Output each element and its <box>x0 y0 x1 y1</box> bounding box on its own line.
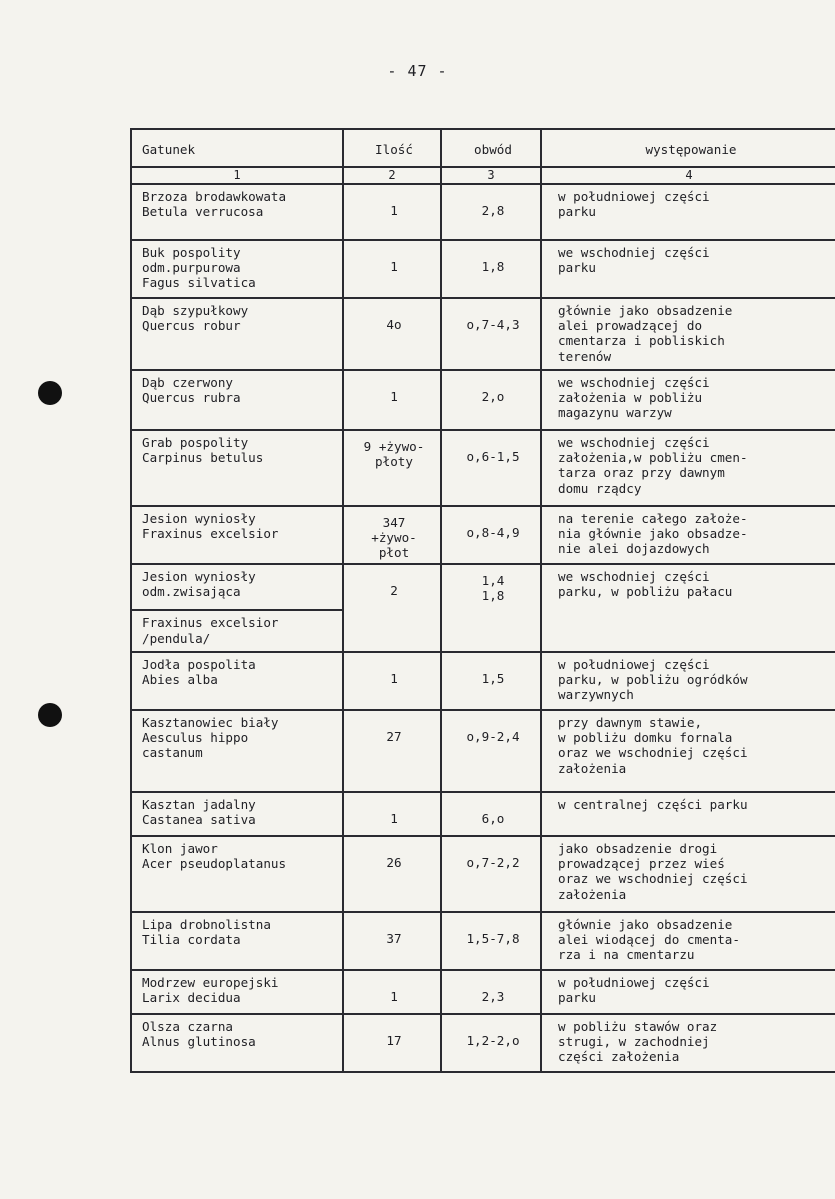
species-cell-line: Tilia cordata <box>142 932 241 948</box>
table-row <box>131 564 835 652</box>
occurrence-cell <box>541 792 835 836</box>
circumference-cell <box>441 370 541 430</box>
quantity-cell-line: 1 <box>390 810 398 826</box>
circumference-cell-line: o,7-2,2 <box>466 854 520 870</box>
circumference-cell <box>441 710 541 792</box>
occurrence-cell-line: parku <box>558 203 596 219</box>
quantity-cell-line: 1 <box>390 202 398 218</box>
species-cell <box>131 836 343 912</box>
circumference-cell <box>441 506 541 564</box>
occurrence-cell <box>541 564 835 652</box>
circumference-cell <box>441 912 541 970</box>
species-cell-line: Fraxinus excelsior <box>142 525 279 541</box>
occurrence-cell <box>541 710 835 792</box>
quantity-cell <box>343 370 441 430</box>
species-cell-line: odm.purpurowa <box>142 259 241 275</box>
occurrence-cell-line: założenia <box>558 760 627 776</box>
header-species: Gatunek <box>131 129 343 167</box>
species-cell <box>131 710 343 792</box>
table-row <box>131 710 835 792</box>
occurrence-cell <box>541 1014 835 1072</box>
species-cell <box>131 370 343 430</box>
circumference-cell-line: 1,8 <box>481 258 505 274</box>
quantity-cell <box>343 1014 441 1072</box>
species-cell-line: Jodła pospolita <box>142 656 256 672</box>
occurrence-cell-line: nia głównie jako obsadze- <box>558 525 748 541</box>
quantity-cell <box>343 564 441 652</box>
circumference-cell-line: o,9-2,4 <box>466 728 520 744</box>
occurrence-cell-line: części założenia <box>558 1049 680 1065</box>
species-cell-line: Castanea sativa <box>142 812 256 828</box>
circumference-cell-line: 6,o <box>481 810 505 826</box>
quantity-cell-line: 2 <box>390 582 398 598</box>
species-cell-line: odm.zwisająca <box>142 584 241 600</box>
column-number: 4 <box>541 167 835 184</box>
occurrence-cell-line: prowadzącej przez wieś <box>558 856 725 872</box>
species-cell-line: Jesion wyniosły <box>142 568 256 584</box>
occurrence-cell-line: we wschodniej części <box>558 434 710 450</box>
quantity-cell <box>343 652 441 710</box>
species-cell-line: Acer pseudoplatanus <box>142 856 287 872</box>
species-cell-line: Quercus robur <box>142 317 241 333</box>
quantity-cell-line: 347 <box>382 514 406 530</box>
table-row <box>131 792 835 836</box>
circumference-cell-line: o,6-1,5 <box>466 448 520 464</box>
occurrence-cell-line: warzywnych <box>558 687 634 703</box>
quantity-cell-line: płot <box>378 545 410 561</box>
quantity-cell <box>343 184 441 240</box>
species-extra-line: /pendula/ <box>142 630 211 646</box>
table-row <box>131 240 835 298</box>
table-row <box>131 370 835 430</box>
circumference-cell-line: o,7-4,3 <box>466 316 520 332</box>
occurrence-cell-line: we wschodniej części <box>558 244 710 260</box>
quantity-cell-line: 9 +żywo- <box>363 438 425 454</box>
circumference-cell <box>441 430 541 506</box>
occurrence-cell <box>541 370 835 430</box>
species-cell-line: castanum <box>142 745 203 761</box>
species-cell-line: Larix decidua <box>142 990 241 1006</box>
occurrence-cell-line: w pobliżu domku fornala <box>558 730 733 746</box>
occurrence-cell-line: jako obsadzenie drogi <box>558 840 718 856</box>
species-cell-line: Quercus rubra <box>142 389 241 405</box>
species-cell <box>131 506 343 564</box>
circumference-cell <box>441 240 541 298</box>
circumference-cell-line: 1,8 <box>481 588 505 604</box>
occurrence-cell-line: rza i na cmentarzu <box>558 947 695 963</box>
quantity-cell <box>343 792 441 836</box>
occurrence-cell <box>541 430 835 506</box>
column-number: 2 <box>343 167 441 184</box>
quantity-cell <box>343 298 441 370</box>
quantity-cell <box>343 970 441 1014</box>
circumference-cell <box>441 1014 541 1072</box>
occurrence-cell-line: nie alei dojazdowych <box>558 541 710 557</box>
species-cell-line: Carpinus betulus <box>142 449 264 465</box>
header-occurrence: występowanie <box>541 129 835 167</box>
circumference-cell <box>441 298 541 370</box>
column-number: 3 <box>441 167 541 184</box>
circumference-cell <box>441 836 541 912</box>
occurrence-cell-line: na terenie całego założe- <box>558 510 748 526</box>
quantity-cell-line: 4o <box>386 316 402 332</box>
quantity-cell <box>343 240 441 298</box>
circumference-cell-line: 2,8 <box>481 202 505 218</box>
species-cell <box>131 792 343 836</box>
occurrence-cell-line: w południowej części <box>558 188 710 204</box>
quantity-cell-line: 17 <box>386 1032 402 1048</box>
occurrence-cell-line: magazynu warzyw <box>558 405 672 421</box>
species-cell <box>131 652 343 710</box>
species-table-container <box>130 128 835 1073</box>
column-number-row <box>131 167 835 184</box>
quantity-cell <box>343 430 441 506</box>
species-cell-line: Brzoza brodawkowata <box>142 188 287 204</box>
circumference-cell <box>441 652 541 710</box>
quantity-cell <box>343 912 441 970</box>
circumference-cell-line: o,8-4,9 <box>466 524 520 540</box>
species-cell-line: Jesion wyniosły <box>142 510 256 526</box>
table-row <box>131 912 835 970</box>
species-cell-line: Fagus silvatica <box>142 275 256 291</box>
table-row <box>131 836 835 912</box>
table-row <box>131 652 835 710</box>
quantity-cell-line: 27 <box>386 728 402 744</box>
occurrence-cell-line: założenia <box>558 886 627 902</box>
occurrence-cell-line: założenia w pobliżu <box>558 389 703 405</box>
header-quantity: Ilość <box>343 129 441 167</box>
occurrence-cell-line: cmentarza i pobliskich <box>558 333 725 349</box>
occurrence-cell-line: w pobliżu stawów oraz <box>558 1018 718 1034</box>
occurrence-cell-line: głównie jako obsadzenie <box>558 302 733 318</box>
species-cell <box>131 184 343 240</box>
species-cell-line: Betula verrucosa <box>142 203 264 219</box>
punch-hole-lower <box>38 703 62 727</box>
occurrence-cell-line: terenów <box>558 348 612 364</box>
occurrence-cell-line: oraz we wschodniej części <box>558 871 748 887</box>
occurrence-cell-line: oraz we wschodniej części <box>558 745 748 761</box>
occurrence-cell-line: parku <box>558 259 596 275</box>
occurrence-cell <box>541 652 835 710</box>
species-cell-line: Lipa drobnolistna <box>142 916 271 932</box>
quantity-cell-line: płoty <box>375 453 413 469</box>
circumference-cell <box>441 792 541 836</box>
species-cell-line: Grab pospolity <box>142 434 249 450</box>
occurrence-cell-line: alei prowadzącej do <box>558 317 703 333</box>
table-row <box>131 298 835 370</box>
table-row <box>131 1014 835 1072</box>
occurrence-cell <box>541 184 835 240</box>
quantity-cell-line: +żywo- <box>371 529 417 545</box>
circumference-cell <box>441 970 541 1014</box>
table-body <box>131 184 835 1072</box>
occurrence-cell-line: alei wiodącej do cmenta- <box>558 932 740 948</box>
occurrence-cell <box>541 240 835 298</box>
occurrence-cell-line: w centralnej części parku <box>558 796 748 812</box>
species-cell-line: Klon jawor <box>142 840 218 856</box>
occurrence-cell-line: w południowej części <box>558 656 710 672</box>
species-cell <box>131 1014 343 1072</box>
species-cell-line: Dąb szypułkowy <box>142 302 249 318</box>
column-number: 1 <box>131 167 343 184</box>
occurrence-cell-line: tarza oraz przy dawnym <box>558 465 725 481</box>
circumference-cell-line: 1,2-2,o <box>466 1032 520 1048</box>
occurrence-cell-line: przy dawnym stawie, <box>558 714 703 730</box>
occurrence-cell <box>541 506 835 564</box>
circumference-cell-line: 1,4 <box>481 572 505 588</box>
species-cell-line: Modrzew europejski <box>142 974 279 990</box>
occurrence-cell <box>541 298 835 370</box>
occurrence-cell-line: we wschodniej części <box>558 568 710 584</box>
table-row <box>131 970 835 1014</box>
quantity-cell-line: 37 <box>386 930 402 946</box>
species-cell <box>131 970 343 1014</box>
circumference-cell-line: 1,5 <box>481 670 505 686</box>
species-cell <box>131 430 343 506</box>
circumference-cell-line: 2,o <box>481 388 505 404</box>
occurrence-cell <box>541 970 835 1014</box>
species-extra-line: Fraxinus excelsior <box>142 615 279 631</box>
quantity-cell <box>343 506 441 564</box>
occurrence-cell-line: parku, w pobliżu pałacu <box>558 584 733 600</box>
quantity-cell-line: 26 <box>386 854 402 870</box>
species-cell <box>131 912 343 970</box>
quantity-cell-line: 1 <box>390 388 398 404</box>
circumference-cell <box>441 184 541 240</box>
circumference-cell-line: 1,5-7,8 <box>466 930 520 946</box>
species-cell-line: Olsza czarna <box>142 1018 233 1034</box>
quantity-cell-line: 1 <box>390 258 398 274</box>
species-cell-line: Kasztan jadalny <box>142 796 256 812</box>
quantity-cell-line: 1 <box>390 988 398 1004</box>
table-row <box>131 430 835 506</box>
table-row <box>131 506 835 564</box>
species-cell-line: Dąb czerwony <box>142 374 233 390</box>
table-row <box>131 184 835 240</box>
species-cell <box>131 240 343 298</box>
species-cell <box>131 564 343 652</box>
occurrence-cell-line: strugi, w zachodniej <box>558 1034 710 1050</box>
quantity-cell-line: 1 <box>390 670 398 686</box>
occurrence-cell-line: domu rządcy <box>558 480 642 496</box>
table-header-row <box>131 129 835 167</box>
circumference-cell-line: 2,3 <box>481 988 505 1004</box>
header-circumference: obwód <box>441 129 541 167</box>
occurrence-cell-line: założenia,w pobliżu cmen- <box>558 449 748 465</box>
occurrence-cell <box>541 836 835 912</box>
species-extra <box>132 609 342 646</box>
quantity-cell <box>343 710 441 792</box>
occurrence-cell-line: parku <box>558 990 596 1006</box>
species-cell-line: Alnus glutinosa <box>142 1034 256 1050</box>
circumference-cell <box>441 564 541 652</box>
occurrence-cell-line: w południowej części <box>558 974 710 990</box>
occurrence-cell-line: we wschodniej części <box>558 374 710 390</box>
quantity-cell <box>343 836 441 912</box>
species-cell <box>131 298 343 370</box>
punch-hole-upper <box>38 381 62 405</box>
occurrence-cell-line: parku, w pobliżu ogródków <box>558 672 748 688</box>
species-cell-line: Abies alba <box>142 672 218 688</box>
species-cell-line: Aesculus hippo <box>142 730 249 746</box>
occurrence-cell <box>541 912 835 970</box>
page-number: - 47 - <box>387 62 448 80</box>
occurrence-cell-line: głównie jako obsadzenie <box>558 916 733 932</box>
species-table <box>130 128 835 1073</box>
species-cell-line: Buk pospolity <box>142 244 241 260</box>
species-cell-line: Kasztanowiec biały <box>142 714 279 730</box>
